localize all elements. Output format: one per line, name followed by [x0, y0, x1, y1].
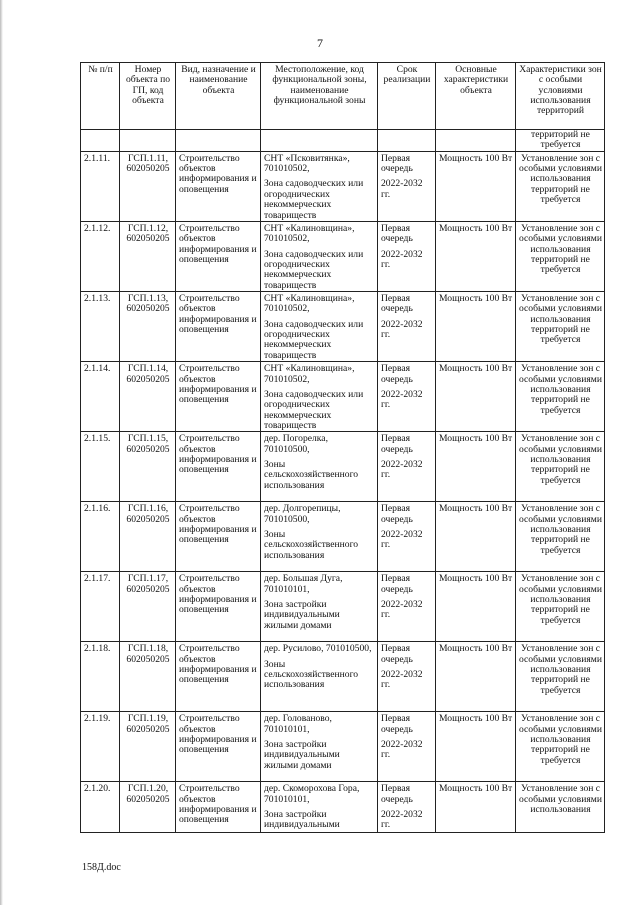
zone-text: Зона застройки индивидуальными жилыми домами: [264, 599, 340, 631]
cell-kind: Строительство объектов информирования и оповещения: [176, 712, 261, 782]
file-footer: 158Д.doc: [82, 862, 121, 873]
cell-term: [378, 782, 436, 833]
cell-code: ГСП.1.14, 602050205: [120, 362, 176, 432]
years-text: 2022-2032 гг.: [381, 739, 423, 761]
cell-kind: Строительство объектов информирования и оповещения: [176, 432, 261, 502]
cell-kind: Строительство объектов информирования и оповещения: [176, 221, 261, 291]
zone-text: Зона садоводческих или огороднических некоммерческих товариществ: [264, 318, 364, 361]
cell-code: ГСП.1.18, 602050205: [120, 642, 176, 712]
cell-kind: Строительство объектов информирования и оповещения: [176, 292, 261, 362]
table-row: [81, 432, 605, 502]
cell-zones: территорий не требуется: [516, 130, 605, 152]
header-characteristics: Основные характеристики объекта: [436, 63, 516, 130]
header-num: № п/п: [81, 63, 120, 130]
cell-kind: Строительство объектов информирования и оповещения: [176, 502, 261, 572]
cell: [176, 130, 261, 152]
cell: [436, 130, 516, 152]
table-row: [81, 782, 605, 833]
cell-power: Мощность 100 Вт: [436, 432, 516, 502]
cell-num: 2.1.20.: [81, 782, 120, 833]
stage-text: Первая очередь: [381, 222, 413, 245]
years-text: 2022-2032 гг.: [381, 388, 423, 411]
table-row: [81, 362, 605, 432]
cell-term: [378, 151, 436, 221]
stage-text: Первая очередь: [381, 293, 413, 315]
cell-zones: Установление зон с особыми условиями использования территорий не требуется: [516, 572, 605, 642]
zone-text: Зона садоводческих или огороднических некоммерческих товариществ: [264, 388, 364, 431]
stage-text: Первая очередь: [381, 643, 413, 665]
cell-power: Мощность 100 Вт: [436, 151, 516, 221]
cell-code: ГСП.1.16, 602050205: [120, 502, 176, 572]
cell-place: [261, 292, 378, 362]
cell: [120, 130, 176, 152]
zone-text: Зоны сельскохозяйственного использования: [264, 529, 359, 561]
cell-place: [261, 712, 378, 782]
years-text: 2022-2032 гг.: [381, 459, 423, 481]
place-text: СНТ «Калиновщина», 701010502,: [264, 363, 355, 385]
cell-num: 2.1.18.: [81, 642, 120, 712]
cell-place: [261, 362, 378, 432]
years-text: 2022-2032 гг.: [381, 248, 423, 270]
cell-place: [261, 432, 378, 502]
cell-zones: Установление зон с особыми условиями использования территорий не требуется: [516, 221, 605, 291]
cell-place: [261, 502, 378, 572]
cell-power: Мощность 100 Вт: [436, 782, 516, 833]
header-row: [81, 63, 605, 130]
cell-power: Мощность 100 Вт: [436, 642, 516, 712]
zone-text: Зоны сельскохозяйственного использования: [264, 459, 359, 491]
cell-power: Мощность 100 Вт: [436, 362, 516, 432]
cell-num: 2.1.17.: [81, 572, 120, 642]
table-row: [81, 221, 605, 291]
stage-text: Первая очередь: [381, 713, 413, 735]
years-text: 2022-2032 гг.: [381, 529, 423, 551]
objects-table: [80, 62, 605, 833]
zone-text: Зона застройки индивидуальными: [264, 809, 340, 831]
table-row: [81, 642, 605, 712]
cell-num: 2.1.12.: [81, 221, 120, 291]
zone-text: Зоны сельскохозяйственного использования: [264, 658, 359, 691]
years-text: 2022-2032 гг.: [381, 178, 423, 200]
place-text: СНТ «Калиновщина», 701010502,: [264, 293, 355, 315]
page-number: 7: [317, 36, 323, 50]
cell-zones: Установление зон с особыми условиями использования: [516, 782, 605, 833]
scan-edge: [0, 0, 3, 905]
place-text: дер. Скоморохова Гора, 701010101,: [264, 783, 360, 805]
cell-kind: Строительство объектов информирования и оповещения: [176, 362, 261, 432]
stage-text: Первая очередь: [381, 433, 413, 455]
cell-zones: Установление зон с особыми условиями использования территорий не требуется: [516, 712, 605, 782]
cell: [378, 130, 436, 152]
cell-code: ГСП.1.20, 602050205: [120, 782, 176, 833]
table-row: [81, 572, 605, 642]
years-text: 2022-2032 гг.: [381, 318, 423, 341]
zone-text: Зона застройки индивидуальными жилыми домами: [264, 739, 340, 771]
cell-zones: Установление зон с особыми условиями использования территорий не требуется: [516, 292, 605, 362]
cell-kind: Строительство объектов информирования и оповещения: [176, 151, 261, 221]
years-text: 2022-2032 гг.: [381, 809, 423, 831]
cell-term: [378, 572, 436, 642]
table-row: [81, 151, 605, 221]
cell-place: [261, 151, 378, 221]
place-text: дер. Долгорепицы, 701010500,: [264, 503, 341, 525]
place-text: дер. Голованово, 701010101,: [264, 713, 332, 735]
cell-kind: Строительство объектов информирования и оповещения: [176, 782, 261, 833]
header-zones: Характеристики зон с особыми условиями использования территорий: [516, 63, 605, 130]
years-text: 2022-2032 гг.: [381, 669, 423, 691]
header-term: Срок реализации: [378, 63, 436, 130]
place-text: дер. Погорелка, 701010500,: [264, 433, 328, 455]
cell-zones: Установление зон с особыми условиями использования территорий не требуется: [516, 502, 605, 572]
cell-term: [378, 362, 436, 432]
stage-text: Первая очередь: [381, 573, 413, 595]
cell-zones: Установление зон с особыми условиями использования территорий не требуется: [516, 432, 605, 502]
cell-num: 2.1.14.: [81, 362, 120, 432]
header-place: Местоположение, код функциональной зоны, наименование функциональной зоны: [261, 63, 378, 130]
header-kind: Вид, назначение и наименование объекта: [176, 63, 261, 130]
place-text: дер. Русилово, 701010500,: [264, 643, 372, 655]
cell-place: [261, 221, 378, 291]
stage-text: Первая очередь: [381, 783, 413, 805]
stage-text: Первая очередь: [381, 152, 413, 175]
header-code: Номер объекта по ГП, код объекта: [120, 63, 176, 130]
cell-kind: Строительство объектов информирования и оповещения: [176, 572, 261, 642]
cell-num: 2.1.11.: [81, 151, 120, 221]
cell-zones: Установление зон с особыми условиями использования территорий не требуется: [516, 151, 605, 221]
cell-term: [378, 712, 436, 782]
cell-power: Мощность 100 Вт: [436, 292, 516, 362]
cell: [261, 130, 378, 152]
stage-text: Первая очередь: [381, 363, 413, 385]
cell: [81, 130, 120, 152]
cell-power: Мощность 100 Вт: [436, 502, 516, 572]
table-row: [81, 292, 605, 362]
cell-num: 2.1.15.: [81, 432, 120, 502]
cell-num: 2.1.19.: [81, 712, 120, 782]
cell-term: [378, 502, 436, 572]
cell-num: 2.1.16.: [81, 502, 120, 572]
cell-term: [378, 221, 436, 291]
place-text: СНТ «Калиновщина», 701010502,: [264, 222, 355, 245]
cell-term: [378, 642, 436, 712]
cell-term: [378, 292, 436, 362]
stage-text: Первая очередь: [381, 503, 413, 525]
continuation-row: [81, 130, 605, 152]
cell-code: ГСП.1.19, 602050205: [120, 712, 176, 782]
table-row: [81, 712, 605, 782]
cell-kind: Строительство объектов информирования и оповещения: [176, 642, 261, 712]
cell-num: 2.1.13.: [81, 292, 120, 362]
cell-power: Мощность 100 Вт: [436, 712, 516, 782]
cell-code: ГСП.1.11, 602050205: [120, 151, 176, 221]
table-row: [81, 502, 605, 572]
years-text: 2022-2032 гг.: [381, 599, 423, 621]
cell-code: ГСП.1.13, 602050205: [120, 292, 176, 362]
cell-code: ГСП.1.15, 602050205: [120, 432, 176, 502]
cell-code: ГСП.1.12, 602050205: [120, 221, 176, 291]
cell-code: ГСП.1.17, 602050205: [120, 572, 176, 642]
zone-text: Зона садоводческих или огороднических некоммерческих товариществ: [264, 178, 364, 221]
cell-zones: Установление зон с особыми условиями использования территорий не требуется: [516, 362, 605, 432]
cell-place: [261, 642, 378, 712]
cell-place: [261, 572, 378, 642]
zone-text: Зона садоводческих или огороднических некоммерческих товариществ: [264, 248, 364, 291]
cell-power: Мощность 100 Вт: [436, 572, 516, 642]
cell-term: [378, 432, 436, 502]
place-text: дер. Большая Дуга, 701010101,: [264, 573, 343, 595]
place-text: СНТ «Псковитянка», 701010502,: [264, 152, 350, 175]
cell-place: [261, 782, 378, 833]
cell-zones: Установление зон с особыми условиями использования территорий не требуется: [516, 642, 605, 712]
cell-power: Мощность 100 Вт: [436, 221, 516, 291]
